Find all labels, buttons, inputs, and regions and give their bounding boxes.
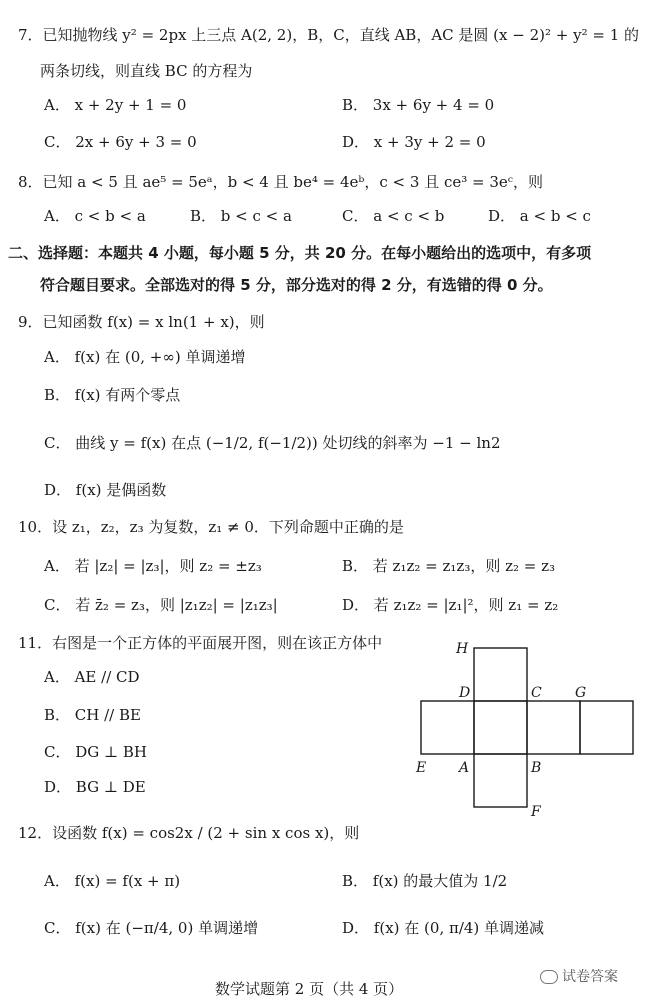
page-footer: 数学试题第 2 页（共 4 页） <box>215 980 404 998</box>
net-label-f: F <box>531 804 541 818</box>
q12-option-c: C． f(x) 在 (−π/4, 0) 单调递增 <box>44 919 259 937</box>
net-label-g: G <box>575 685 587 701</box>
section2-heading-line2: 符合题目要求。全部选对的得 5 分，部分选对的得 2 分，有选错的得 0 分。 <box>40 276 553 294</box>
q8-option-d: D． a < b < c <box>488 207 591 225</box>
net-label-e: E <box>416 760 427 776</box>
q7-stem-line1: 7．已知抛物线 y² = 2px 上三点 A(2, 2)，B，C，直线 AB，AC 是圆 (x − 2)² + y² = 1 的 <box>18 26 640 44</box>
q12-option-d: D． f(x) 在 (0, π/4) 单调递减 <box>342 919 545 937</box>
wechat-icon <box>540 970 558 984</box>
q11-option-b: B． CH // BE <box>44 706 141 724</box>
net-label-h: H <box>456 641 469 657</box>
q10-stem: 10．设 z₁，z₂，z₃ 为复数，z₁ ≠ 0．下列命题中正确的是 <box>18 518 404 536</box>
net-face-bottom <box>474 754 527 807</box>
q7-option-b: B． 3x + 6y + 4 = 0 <box>342 96 495 114</box>
q10-option-a: A． 若 |z₂| = |z₃|，则 z₂ = ±z₃ <box>44 557 262 575</box>
q7-stem-line2: 两条切线，则直线 BC 的方程为 <box>40 62 253 80</box>
q10-option-d: D． 若 z₁z₂ = |z₁|²，则 z₁ = z₂ <box>342 596 559 614</box>
q12-option-a: A． f(x) = f(x + π) <box>44 872 181 890</box>
q9-option-c: C． 曲线 y = f(x) 在点 (−1/2, f(−1/2)) 处切线的斜率为 −1 − ln2 <box>44 434 501 452</box>
net-face-top <box>474 648 527 701</box>
q10-option-c: C． 若 z̄₂ = z₃，则 |z₁z₂| = |z₁z₃| <box>44 596 278 614</box>
q7-option-a: A． x + 2y + 1 = 0 <box>44 96 187 114</box>
q7-option-d: D． x + 3y + 2 = 0 <box>342 133 486 151</box>
watermark-text: 试卷答案 <box>562 969 618 985</box>
q7-option-c: C． 2x + 6y + 3 = 0 <box>44 133 197 151</box>
q12-stem: 12．设函数 f(x) = cos2x / (2 + sin x cos x)，则 <box>18 824 360 842</box>
q8-stem: 8．已知 a < 5 且 ae⁵ = 5eᵃ，b < 4 且 be⁴ = 4eᵇ，c < 3 且 ce³ = 3eᶜ，则 <box>18 173 543 191</box>
net-face-right1 <box>527 701 580 754</box>
cube-net-figure <box>410 638 640 818</box>
q11-stem: 11．右图是一个正方体的平面展开图，则在该正方体中 <box>18 634 383 652</box>
q9-option-a: A． f(x) 在 (0, +∞) 单调递增 <box>44 348 246 366</box>
net-face-right2 <box>580 701 633 754</box>
q11-option-d: D． BG ⊥ DE <box>44 778 146 796</box>
net-face-left <box>421 701 474 754</box>
q9-option-b: B． f(x) 有两个零点 <box>44 386 181 404</box>
net-face-center <box>474 701 527 754</box>
section2-heading-line1: 二、选择题：本题共 4 小题，每小题 5 分，共 20 分。在每小题给出的选项中，有多项 <box>8 244 592 262</box>
q8-option-c: C． a < c < b <box>342 207 445 225</box>
net-label-d: D <box>459 685 471 701</box>
q9-option-d: D． f(x) 是偶函数 <box>44 481 167 499</box>
q8-option-b: B． b < c < a <box>190 207 292 225</box>
q10-option-b: B． 若 z₁z₂ = z₁z₃，则 z₂ = z₃ <box>342 557 556 575</box>
net-label-c: C <box>531 685 542 701</box>
q11-option-a: A． AE // CD <box>44 668 140 686</box>
net-label-b: B <box>531 760 542 776</box>
watermark <box>540 966 618 986</box>
q9-stem: 9．已知函数 f(x) = x ln(1 + x)，则 <box>18 313 265 331</box>
q11-option-c: C． DG ⊥ BH <box>44 743 148 761</box>
q8-option-a: A． c < b < a <box>44 207 146 225</box>
q12-option-b: B． f(x) 的最大值为 1/2 <box>342 872 508 890</box>
net-label-a: A <box>459 760 470 776</box>
